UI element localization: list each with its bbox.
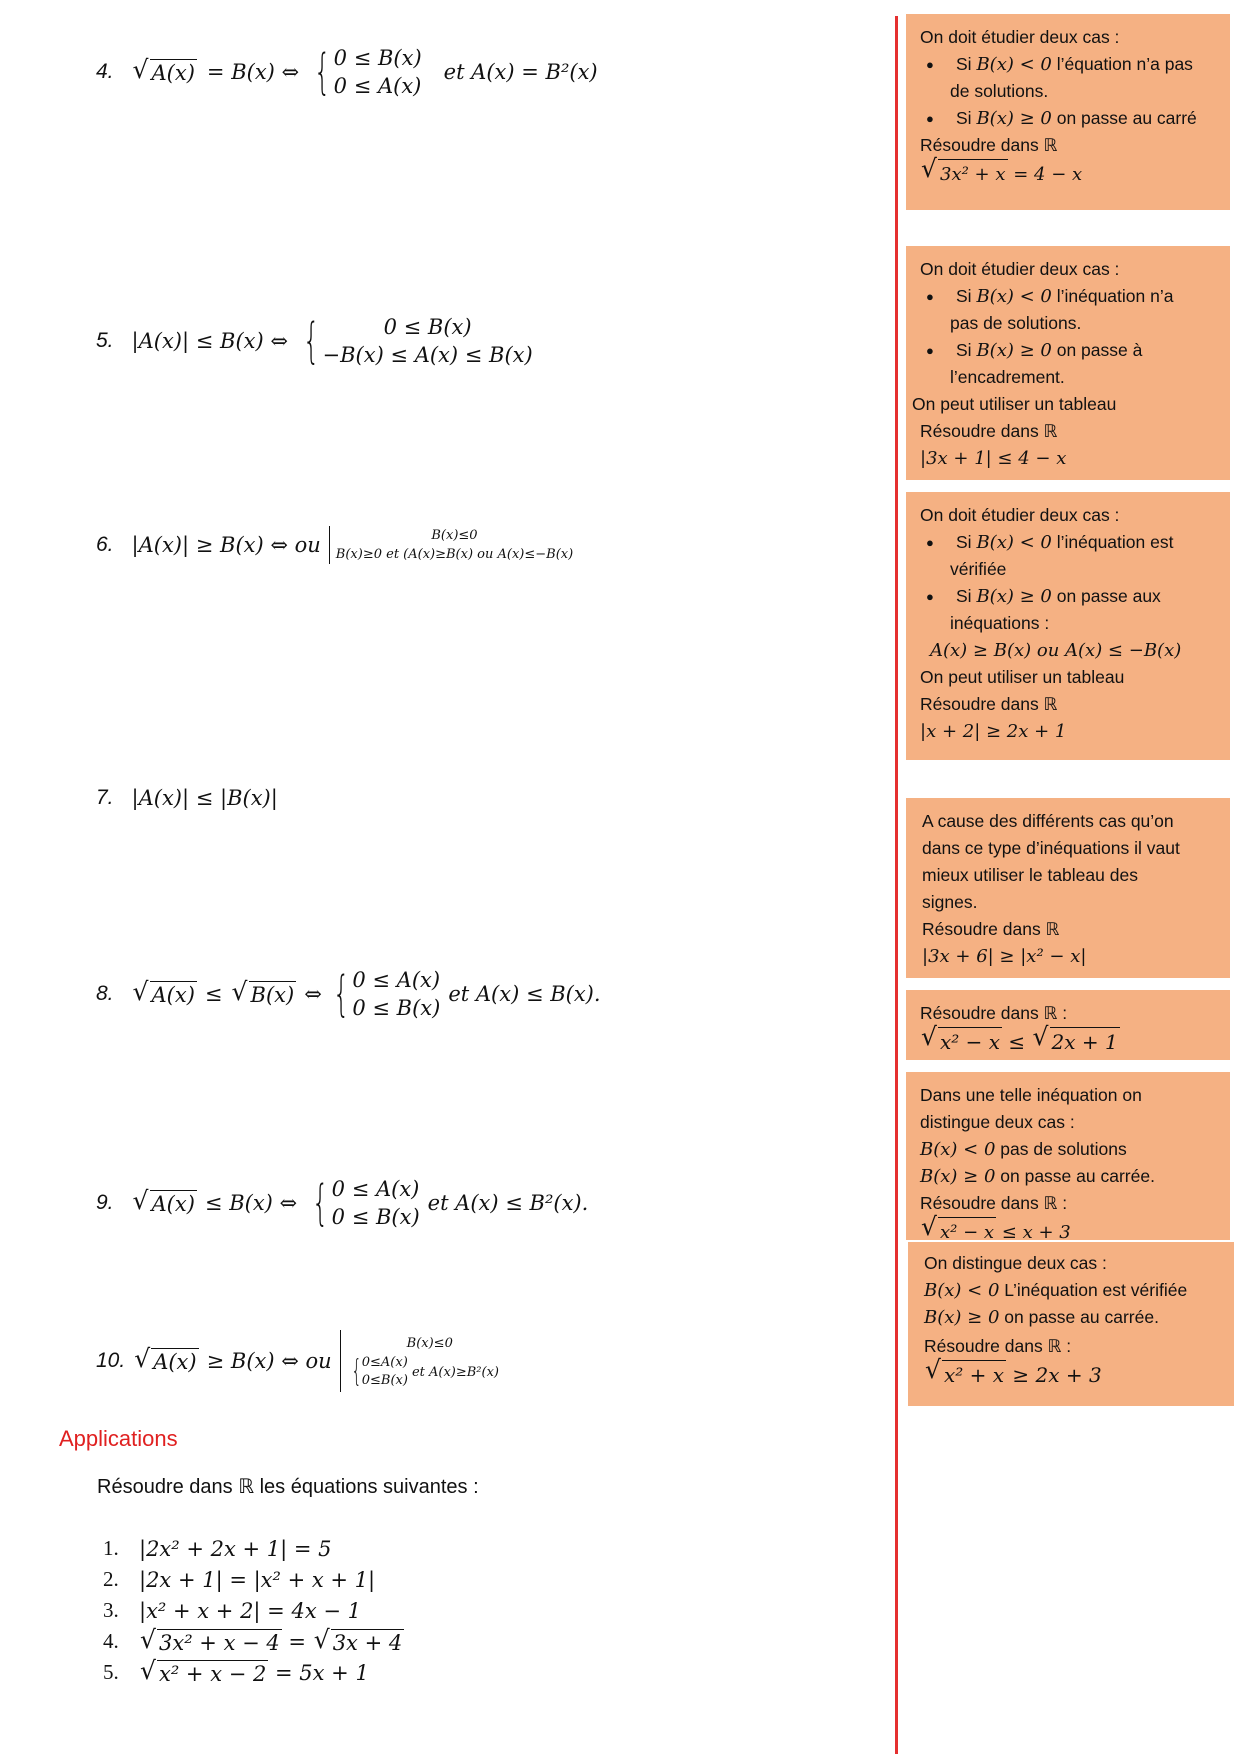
bullet-item: ● Si B(x) < 0 l’équation n’a pas [926, 54, 1193, 75]
system-line: 0≤A(x) [361, 1355, 408, 1370]
sqrt-expression: √ x² − x [922, 1217, 996, 1240]
note-text: Résoudre dans ℝ [922, 919, 1060, 939]
item-number: 1. [103, 1536, 119, 1560]
system-line: 0 ≤ B(x) [383, 315, 472, 339]
system: { 0 ≤ A(x) 0 ≤ B(x) [332, 966, 441, 1022]
equation-text: = B(x) ⇔ [206, 60, 300, 84]
note-text: Résoudre dans ℝ : [920, 1003, 1068, 1023]
exercise: |3x + 1| ≤ 4 − x [920, 448, 1067, 469]
note-box-2 [906, 246, 1230, 480]
section-intro: Résoudre dans ℝ les équations suivantes : [97, 1476, 479, 1498]
note-text: inéquations : [950, 613, 1050, 633]
sqrt-expression: √ A(x) [134, 981, 197, 1007]
note-text: de solutions. [950, 81, 1049, 101]
note-text: l’inéquation est [1051, 532, 1174, 552]
note-text: Si [956, 108, 977, 128]
list-item [103, 1595, 404, 1626]
sqrt-expression: √ x² + x [926, 1360, 1006, 1389]
note-box-1 [906, 14, 1230, 210]
property-6 [96, 526, 573, 564]
property-5 [96, 313, 541, 369]
note-box-7 [908, 1242, 1234, 1406]
property-number: 5. [96, 329, 114, 352]
section-title: Applications [59, 1426, 178, 1451]
note-text: Si [956, 532, 977, 552]
equation-tail: et A(x) ≤ B²(x). [427, 1191, 589, 1215]
note-text: On doit étudier deux cas : [920, 505, 1120, 525]
item-number: 4. [103, 1629, 119, 1653]
equation-text: ≤ B(x) ⇔ [204, 1191, 298, 1215]
note-text: L’inéquation est vérifiée [999, 1280, 1188, 1300]
exercise: √ x² − x ≤ x + 3 [920, 1217, 1230, 1240]
equation-text: |A(x)| ≤ B(x) ⇔ [131, 329, 288, 353]
list-item [103, 1533, 404, 1564]
column-divider [895, 16, 898, 1754]
system-line: 0 ≤ A(x) [333, 74, 422, 98]
list-item [103, 1657, 404, 1688]
system: { 0 ≤ B(x) 0 ≤ A(x) [313, 44, 422, 100]
note-text: on passe au carré [1051, 108, 1197, 128]
system-line: 0 ≤ A(x) [352, 968, 441, 992]
case-line [920, 1136, 1230, 1163]
equation-tail: et A(x) ≤ B(x). [448, 982, 601, 1006]
note-text: Résoudre dans ℝ : [920, 1193, 1068, 1213]
sqrt-expression: √ x² − x [922, 1027, 1002, 1056]
note-math: B(x) < 0 [976, 286, 1052, 307]
note-text: On doit étudier deux cas : [920, 27, 1120, 47]
note-text: mieux utiliser le tableau des [922, 865, 1138, 885]
system-line: 0≤B(x) [361, 1373, 408, 1388]
note-text: Résoudre dans ℝ [920, 421, 1058, 441]
note-text: on passe au carrée. [999, 1307, 1159, 1327]
bullet-item: ● Si B(x) < 0 l’inéquation n’a [926, 286, 1174, 307]
note-math: A(x) ≥ B(x) ou A(x) ≤ −B(x) [930, 640, 1182, 661]
property-8 [96, 966, 601, 1022]
case-line [924, 1277, 1234, 1304]
item-text: |2x² + 2x + 1| = 5 [139, 1536, 332, 1561]
note-text: Si [956, 340, 977, 360]
sqrt-expression: √ 3x + 4 [315, 1629, 405, 1655]
note-text: l’équation n’a pas [1051, 54, 1193, 74]
equation-text: |A(x)| ≤ |B(x)| [131, 786, 278, 810]
equation-text: |A(x)| ≥ B(x) ⇔ ou [131, 533, 321, 557]
property-number: 10. [96, 1349, 126, 1372]
note-text: Si [956, 586, 977, 606]
note-text: on passe aux [1051, 586, 1161, 606]
property-number: 9. [96, 1191, 114, 1214]
exercise: √ x² − x ≤ √ 2x + 1 [920, 1027, 1230, 1056]
system: B(x)≤0 { 0≤A(x) 0≤B(x) et A(x)≥B²(x) [340, 1330, 499, 1392]
item-number: 3. [103, 1598, 119, 1622]
equation-text: ≥ B(x) ⇔ ou [206, 1349, 332, 1373]
sqrt-expression: √ x² + x − 2 [141, 1660, 268, 1686]
equation-text: ≤ [204, 982, 223, 1006]
note-math: B(x) < 0 [920, 1139, 996, 1160]
note-text: Résoudre dans ℝ : [924, 1336, 1072, 1356]
sqrt-expression: √ 3x² + x − 4 [141, 1629, 282, 1655]
bullet-item: ● Si B(x) ≥ 0 on passe au carré [926, 108, 1197, 129]
system: { 0 ≤ B(x) −B(x) ≤ A(x) ≤ B(x) [302, 313, 533, 369]
note-math: B(x) ≥ 0 [976, 108, 1052, 129]
note-box-3 [906, 492, 1230, 760]
sqrt-expression: √ 3x² + x [922, 159, 1008, 188]
note-text: Dans une telle inéquation on [920, 1085, 1142, 1105]
equation-tail: et A(x) = B²(x) [443, 60, 598, 84]
system-line: B(x)≤0 [406, 1336, 453, 1351]
system: { 0 ≤ A(x) 0 ≤ B(x) [311, 1175, 420, 1231]
sqrt-expression: √ A(x) [134, 1190, 197, 1216]
note-text: l’inéquation n’a [1051, 286, 1174, 306]
note-math: B(x) ≥ 0 [976, 586, 1052, 607]
case-line [920, 1163, 1230, 1190]
system [329, 526, 573, 564]
system-line: 0 ≤ B(x) [333, 46, 422, 70]
equation-text: ⇔ [304, 982, 322, 1006]
system-line: B(x)≥0 et (A(x)≥B(x) ou A(x)≤−B(x) [335, 547, 574, 562]
item-text: = [281, 1629, 313, 1654]
sqrt-expression: √ A(x) [134, 59, 197, 85]
property-9 [96, 1175, 588, 1231]
item-text: = 5x + 1 [268, 1660, 369, 1685]
note-box-4 [906, 798, 1230, 978]
note-text: l’encadrement. [950, 367, 1065, 387]
system-line: 0 ≤ A(x) [331, 1177, 420, 1201]
item-number: 2. [103, 1567, 119, 1591]
note-box-6 [906, 1072, 1230, 1240]
note-text: On peut utiliser un tableau [912, 394, 1117, 414]
note-text: Résoudre dans ℝ [920, 135, 1058, 155]
note-text: on passe au carrée. [995, 1166, 1155, 1186]
note-text: Résoudre dans ℝ [920, 694, 1058, 714]
note-text: pas de solutions [995, 1139, 1127, 1159]
note-text: On peut utiliser un tableau [920, 667, 1125, 687]
note-text: dans ce type d’inéquations il vaut [922, 838, 1180, 858]
note-math: B(x) ≥ 0 [920, 1166, 996, 1187]
note-text: Si [956, 286, 977, 306]
property-number: 6. [96, 533, 114, 556]
note-math: B(x) ≥ 0 [976, 340, 1052, 361]
note-text: distingue deux cas : [920, 1112, 1075, 1132]
exercise: √ 3x² + x = 4 − x [920, 159, 1230, 188]
note-text: pas de solutions. [950, 313, 1082, 333]
list-item [103, 1626, 404, 1657]
note-text: Si [956, 54, 977, 74]
application-list [103, 1533, 404, 1688]
bullet-item: ● Si B(x) ≥ 0 on passe à [926, 340, 1143, 361]
property-4 [96, 44, 598, 100]
exercise: √ x² + x ≥ 2x + 3 [924, 1360, 1234, 1389]
exercise: |3x + 6| ≥ |x² − x| [922, 946, 1087, 967]
note-text: vérifiée [950, 559, 1007, 579]
item-text: |2x + 1| = |x² + x + 1| [139, 1567, 376, 1592]
property-number: 7. [96, 786, 114, 809]
system-line: 0 ≤ B(x) [352, 996, 441, 1020]
note-text: A cause des différents cas qu’on [922, 811, 1174, 831]
item-number: 5. [103, 1660, 119, 1684]
system-line: et A(x)≥B²(x) [411, 1364, 499, 1380]
note-math: B(x) < 0 [924, 1280, 1000, 1301]
note-text: signes. [922, 892, 978, 912]
note-math: B(x) < 0 [976, 54, 1052, 75]
note-text: on passe à [1051, 340, 1143, 360]
sqrt-expression: √ 2x + 1 [1034, 1027, 1120, 1056]
system-line: 0 ≤ B(x) [331, 1205, 420, 1229]
note-text: On doit étudier deux cas : [920, 259, 1120, 279]
note-box-5 [906, 990, 1230, 1060]
sqrt-expression: √ B(x) [233, 981, 297, 1007]
note-text: On distingue deux cas : [924, 1253, 1107, 1273]
exercise: |x + 2| ≥ 2x + 1 [920, 721, 1067, 742]
case-line [924, 1304, 1234, 1331]
property-number: 8. [96, 982, 114, 1005]
item-text: |x² + x + 2| = 4x − 1 [139, 1598, 361, 1623]
list-item [103, 1564, 404, 1595]
note-math: B(x) < 0 [976, 532, 1052, 553]
system-line: −B(x) ≤ A(x) ≤ B(x) [322, 343, 533, 367]
bullet-item: ● Si B(x) ≥ 0 on passe aux [926, 586, 1161, 607]
property-7 [96, 786, 278, 810]
property-number: 4. [96, 60, 114, 83]
bullet-item: ● Si B(x) < 0 l’inéquation est [926, 532, 1174, 553]
note-math: B(x) ≥ 0 [924, 1307, 1000, 1328]
property-10 [96, 1330, 499, 1392]
system-line: B(x)≤0 [431, 528, 478, 543]
sqrt-expression: √ A(x) [135, 1348, 198, 1374]
